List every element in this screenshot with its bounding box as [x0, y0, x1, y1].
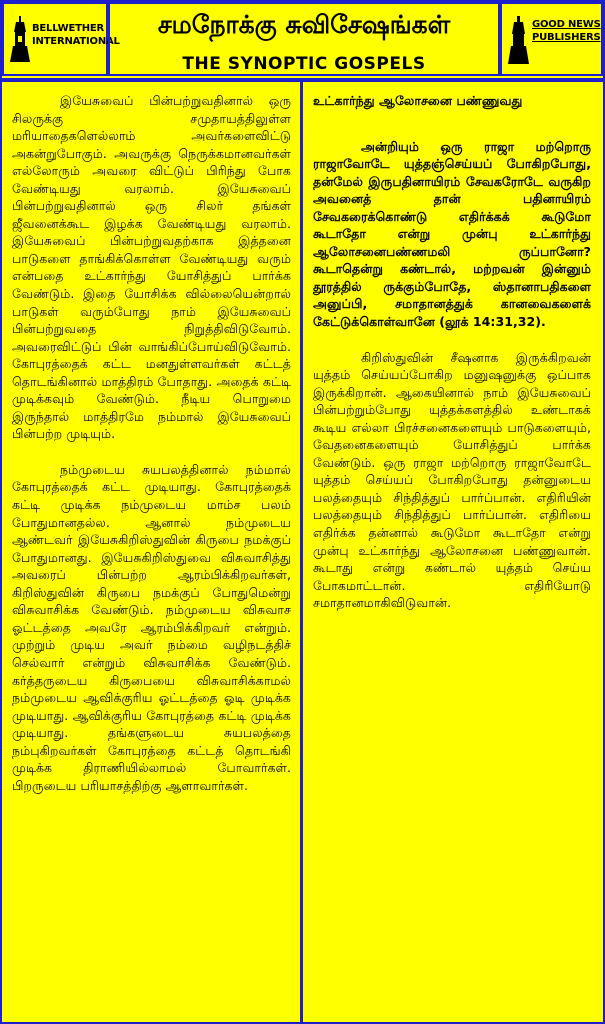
tower-icon	[508, 16, 530, 66]
column-divider	[300, 82, 303, 1022]
header	[2, 2, 603, 78]
right-column	[313, 92, 591, 612]
scripture-quote: அன்றியும் ஒரு ராஜா மற்றொரு ராஜாவோடே யுத்தஞ்செய்யப் போகிறபோது, தன்மேல் இருபதினாயிரம் சேவகரோடே வருகிற அவனைத் தான் பதினாயிரம் சேவகரைக்கொண்டு எதிர்க்கக் கூடுமோ கூடாதோ என்று முன்பு உட்கார்ந்து ஆலோசனைபண்ணமலி ருப்பானோ? கூடாதென்று கண்டால், மற்றவன் இன்னும் தூரத்தில் ருக்கும்போதே, ஸ்தானாபதிகளை அனுப்பி, சமாதானத்துக் கானவைகளைக் கேட்டுக்கொள்வானே (லூக் 14:31,32).	[313, 138, 591, 330]
title-box	[108, 2, 500, 76]
bell-tower-icon	[10, 16, 32, 64]
body-paragraph: இயேசுவைப் பின்பற்றுவதினால் ஒரு சிலருக்கு சமுதாயத்திலுள்ள மரியாதைகளெல்லாம் அவர்களைவிட்டு அகன்றுபோகும். அவருக்கு நெருக்கமானவர்கள் எல்லோரும் அவரை விட்டுப் பிரிந்து போக வேண்டியது வரலாம். இயேசுவைப் பின்பற்றுவதினால் ஒரு சிலர் தங்கள் ஜீவனைக்கூட இழக்க வேண்டியது வரலாம். இயேசுவைப் பின்பற்றுவதற்காக இத்தனை பாடுகளை தாங்கிக்கொள்ள வேண்டியது வரும் என்பதை உட்கார்ந்து யோசித்துப் பார்க்க வேண்டும். இதை யோசிக்க வில்லையென்றால் பாடுகள் வரும்போது நாம் இயேசுவைப் பின்பற்றுவதை நிறுத்திவிடுவோம். அவரைவிட்டுப் பின் வாங்கிப்போய்விடுவோம். கோபுரத்தைக் கட்ட மனதுள்ளவர்கள் கட்டத் தொடங்கினால் மாத்திரம் போதாது. அதைக் கட்டி முடிக்கவும் வேண்டும். நீடிய பொறுமை இருந்தால் மாத்திரமே நம்மால் இயேசுவைப் பின்பற்ற முடியும்.	[12, 93, 291, 442]
logo-text-line-1: BELLWETHER	[32, 23, 105, 34]
section-heading: உட்கார்ந்து ஆலோசனை பண்ணுவது	[313, 93, 523, 108]
logo-text-line-1: GOOD NEWS	[532, 19, 601, 30]
english-title: THE SYNOPTIC GOSPELS	[182, 54, 426, 74]
bellwether-logo	[2, 2, 120, 76]
body-paragraph: கிறிஸ்துவின் சீஷனாக இருக்கிறவன் யுத்தம் செய்யப்போகிற மனுஷனுக்கு ஒப்பாக இருக்கிறான். ஆகையினால் நாம் இயேசுவைப் பின்பற்றும்போது யுத்தக்களத்தில் உண்டாகக் கூடிய எல்லா பிரச்சனைகளையும் பாடுகளையும், வேதனைகளையும் யோசித்துப் பார்க்க வேண்டும். ஒரு ராஜா மற்றொரு ராஜாவோடே யுத்தம் செய்யப் போகிறபோது தன்னுடைய பலத்தையும் சிந்தித்துப் பார்ப்பான். எதிரியின் பலத்தையும் சிந்தித்துப் பார்ப்பான். எதிரியை எதிர்க்க தன்னால் கூடுமோ கூடாதோ என்று முன்பு உட்கார்ந்து ஆலோசனை பண்ணுவான். கூடாது என்று கண்டால் யுத்தம் செய்ய போகமாட்டான். எதிரியோடு சமாதானமாகிவிடுவான்.	[313, 349, 591, 611]
logo-text-line-2: PUBLISHERS	[532, 32, 601, 43]
tamil-title: சமநோக்கு சுவிசேஷங்கள்	[157, 10, 451, 39]
good-news-logo	[500, 2, 603, 76]
body-paragraph: நம்முடைய சுயபலத்தினால் நம்மால் கோபுரத்தைக் கட்ட முடியாது. கோபுரத்தைக் கட்டி முடிக்க நம்முடைய மாம்ச பலம் போதுமானதல்ல. ஆனால் நம்முடைய ஆண்டவர் இயேசுகிறிஸ்துவின் கிருபை நமக்குப் போதுமானது. இயேசுகிறிஸ்துவை விசுவாசித்து அவரைப் பின்பற்ற ஆரம்பிக்கிறவர்கள், கிறிஸ்துவின் கிருபை நமக்குப் போதுமென்று விசுவாசிக்க வேண்டும். நம்முடைய விசுவாச ஓட்டத்தை அவரே ஆரம்பிக்கிறவர் என்றும். முற்றும் முடிய அவர் நம்மை வழிநடத்திச் செல்வார் என்றும் விசுவாசிக்க வேண்டும். கர்த்தருடைய கிருபையை விசுவாசிக்காமல் நம்முடைய ஆவிக்குரிய ஓட்டத்தை ஓடி முடிக்க முடியாது. ஆவிக்குரிய கோபுரத்தை கட்டி முடிக்க முடியாது. தங்களுடைய சுயபலத்தை நம்புகிறவர்கள் கோபுரத்தை கட்டத் தொடங்கி முடிக்க திராணியில்லாமல் போவார்கள். பிறருடைய பரியாசத்திற்கு ஆளாவார்கள்.	[12, 461, 291, 793]
bellwether-logo-text	[32, 22, 120, 48]
good-news-logo-text	[532, 18, 601, 44]
left-column	[12, 92, 291, 794]
logo-text-line-2: INTERNATIONAL	[32, 36, 120, 47]
